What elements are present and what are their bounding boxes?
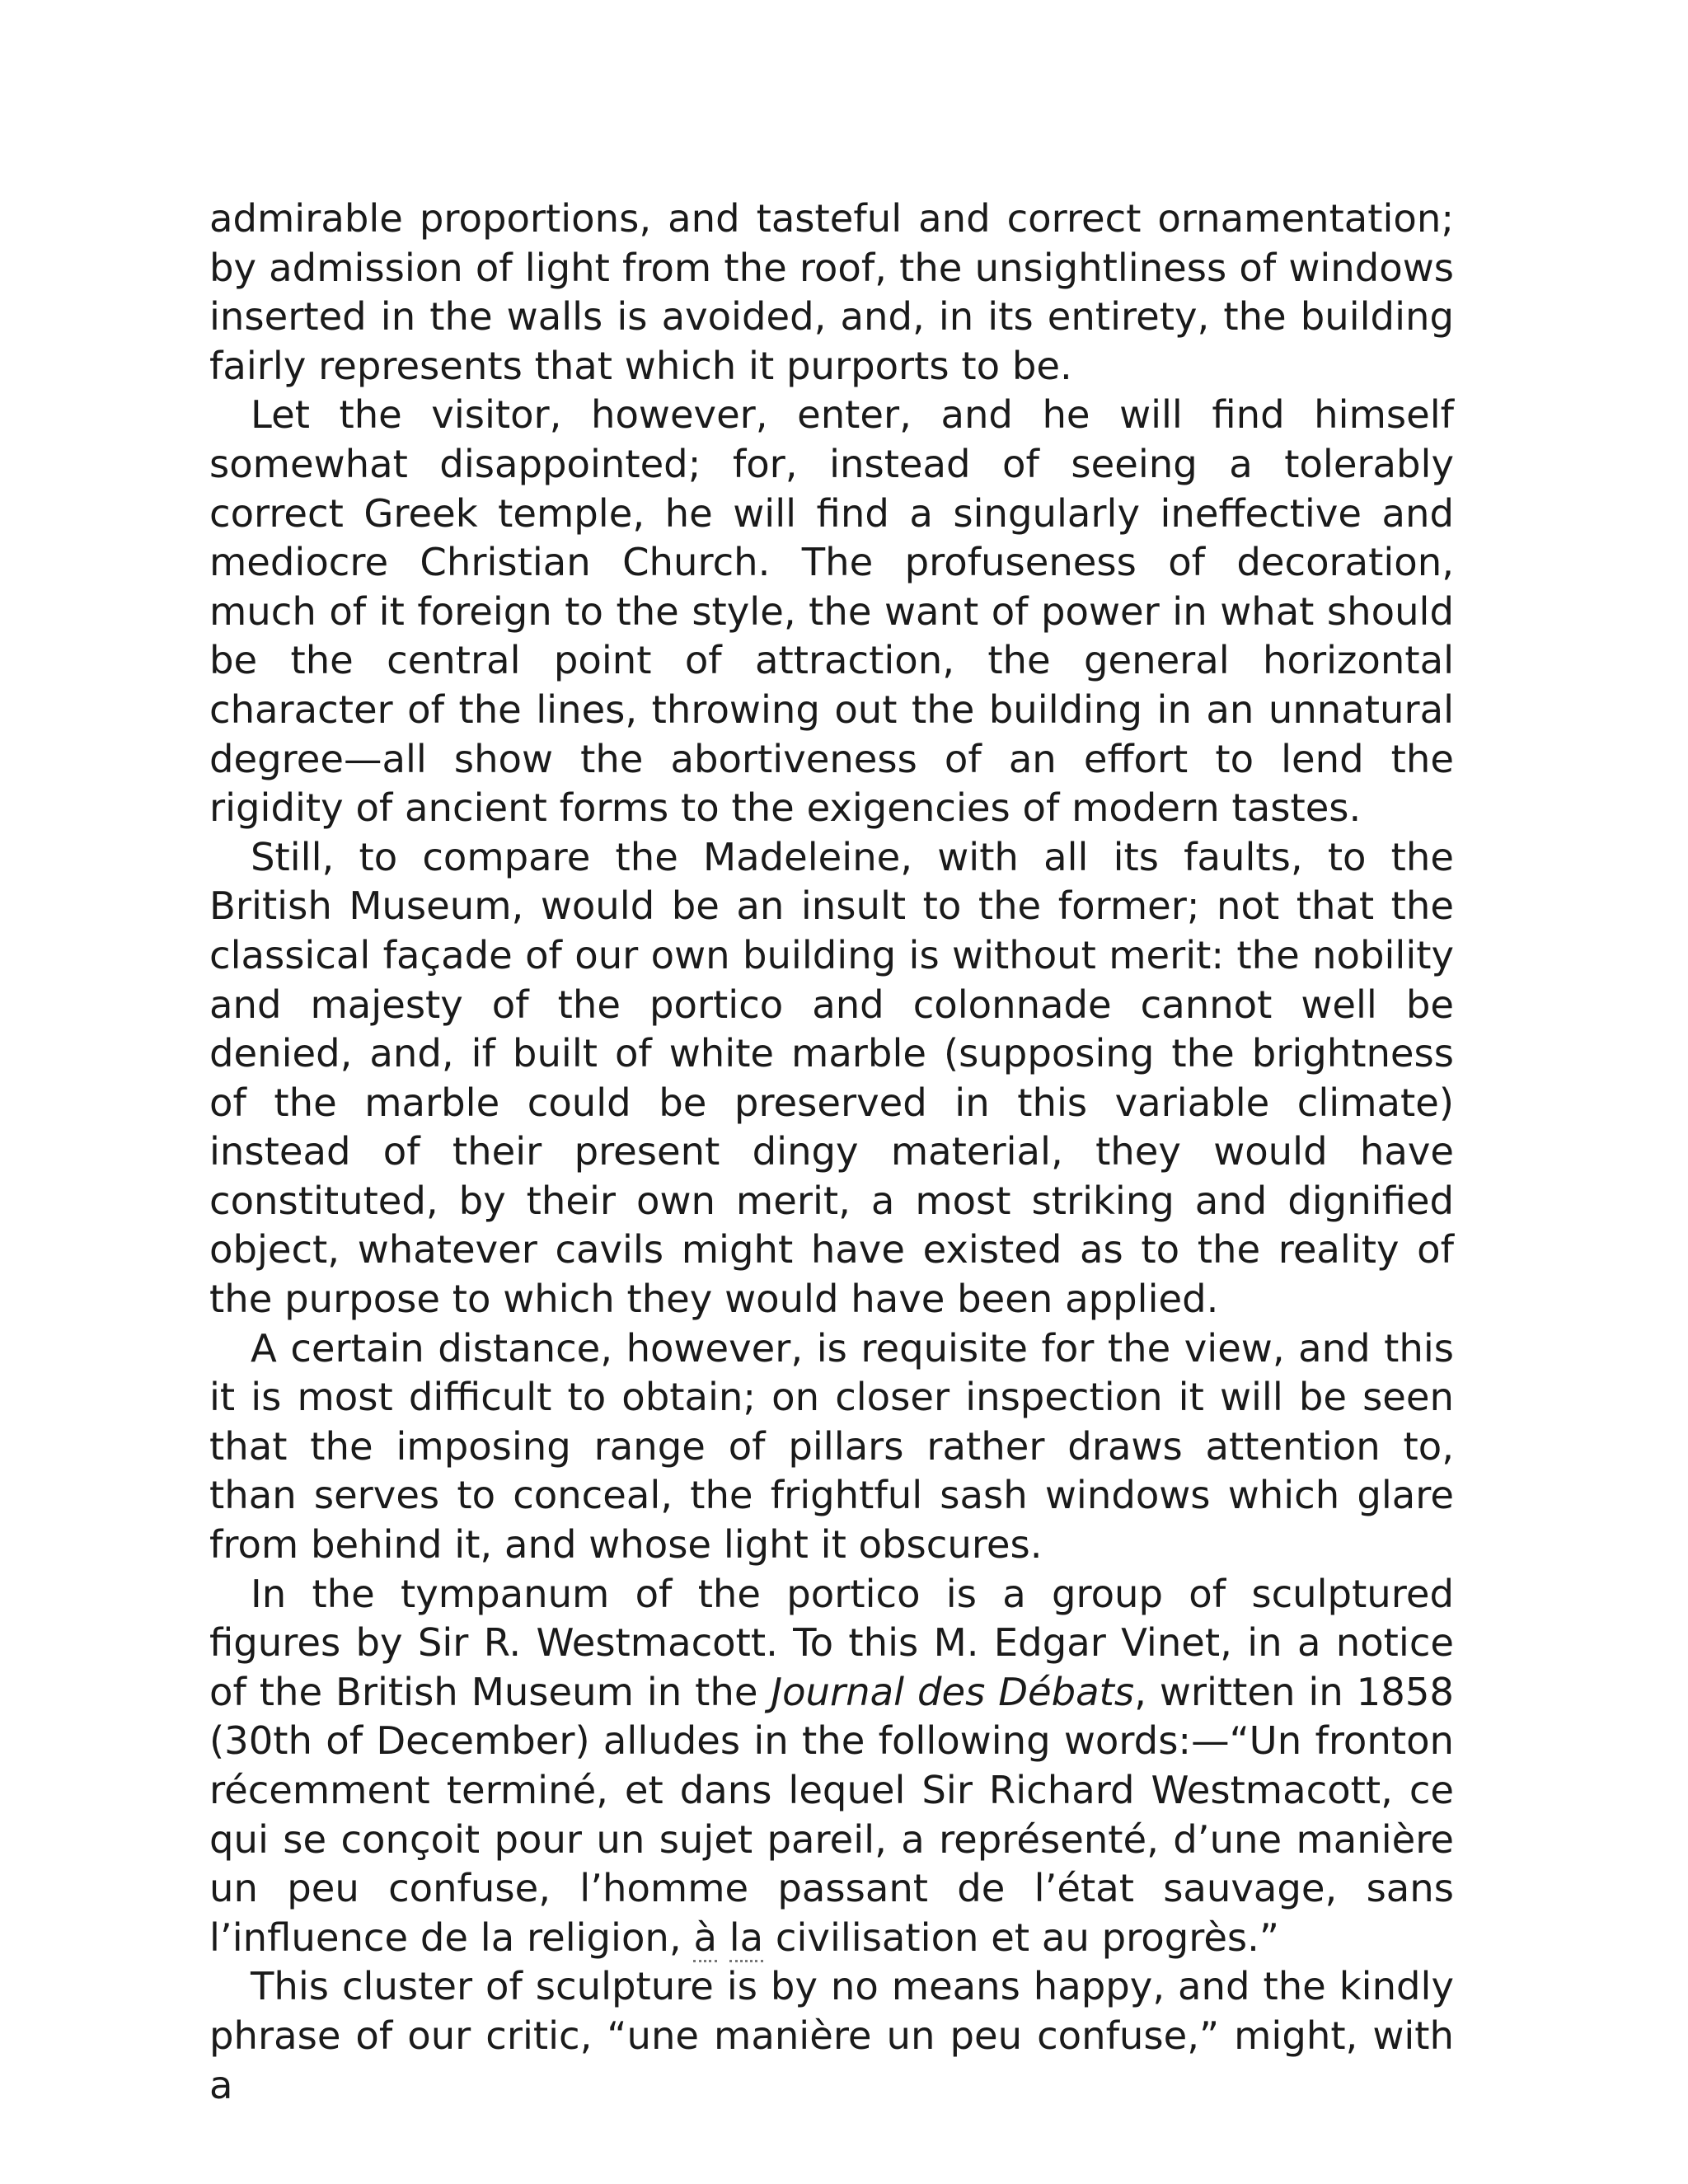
dotted-word-a: à — [693, 1915, 717, 1962]
journal-title: Journal des Débats — [771, 1669, 1135, 1714]
paragraph-british-museum-facade: Still, to compare the Madeleine, with all its faults, to the British Museum, would be an insult to the former; not that the classical façade of our own building is without merit: the nobility and majesty of the portico and colonnade cannot well be denied, and, if built of white marble (supposing the brightness of the marble could be preserved in this variable climate) instead of their present dingy material, they would have constituted, by their own merit, a most striking and dignified object, whatever cavils might have existed as to the reality of the purpose to which they would have been applied. — [209, 834, 1454, 1322]
dotted-word-la: la — [729, 1915, 763, 1962]
tympanum-text-part2: , written in 1858 (30th of December) alludes in the following words:—“Un fronton récemment terminé, et dans lequel Sir Richard Westmacott, ce qui se conçoit pour un sujet pareil, a représenté, d’une manière un peu confuse, l’homme passant de l’état sauvage, sans l’influence de la religion, — [209, 1669, 1455, 1960]
tympanum-text-part3: civilisation et au progrès.” — [763, 1915, 1280, 1960]
paragraph-view-distance: A certain distance, however, is requisite for the view, and this it is most difficult to obtain; on closer inspection it will be seen that the imposing range of pillars rather draws attention to, than serves to conceal, the frightful sash windows which glare from behind it, and whose light it obscures. — [209, 1325, 1454, 1568]
tympanum-text-part1: In the tympanum of the portico is a group of sculptured figures by Sir R. Westmacott. To this M. Edgar Vinet, in a notice of the British Museum in the — [209, 1571, 1454, 1714]
document-page — [209, 194, 1454, 2110]
paragraph-tympanum — [209, 1570, 1454, 1963]
paragraph-madeleine-interior: Let the visitor, however, enter, and he will find himself somewhat disappointed; for, instead of seeing a tolerably correct Greek temple, he will find a singularly ineffective and mediocre Christian Church. The profuseness of decoration, much of it foreign to the style, the want of power in what should be the central point of attraction, the general horizontal character of the lines, throwing out the building in an unnatural degree—all show the abortiveness of an effort to lend the rigidity of ancient forms to the exigencies of modern tastes. — [209, 392, 1454, 831]
paragraph-continuation: admirable proportions, and tasteful and correct ornamentation; by admission of light from the roof, the unsightliness of windows inserted in the walls is avoided, and, in its entirety, the building fairly represents that which it purports to be. — [209, 196, 1454, 388]
space — [717, 1915, 729, 1960]
paragraph-sculpture-cluster: This cluster of sculpture is by no means happy, and the kindly phrase of our critic, “une manière un peu confuse,” might, with a — [209, 1964, 1454, 2107]
